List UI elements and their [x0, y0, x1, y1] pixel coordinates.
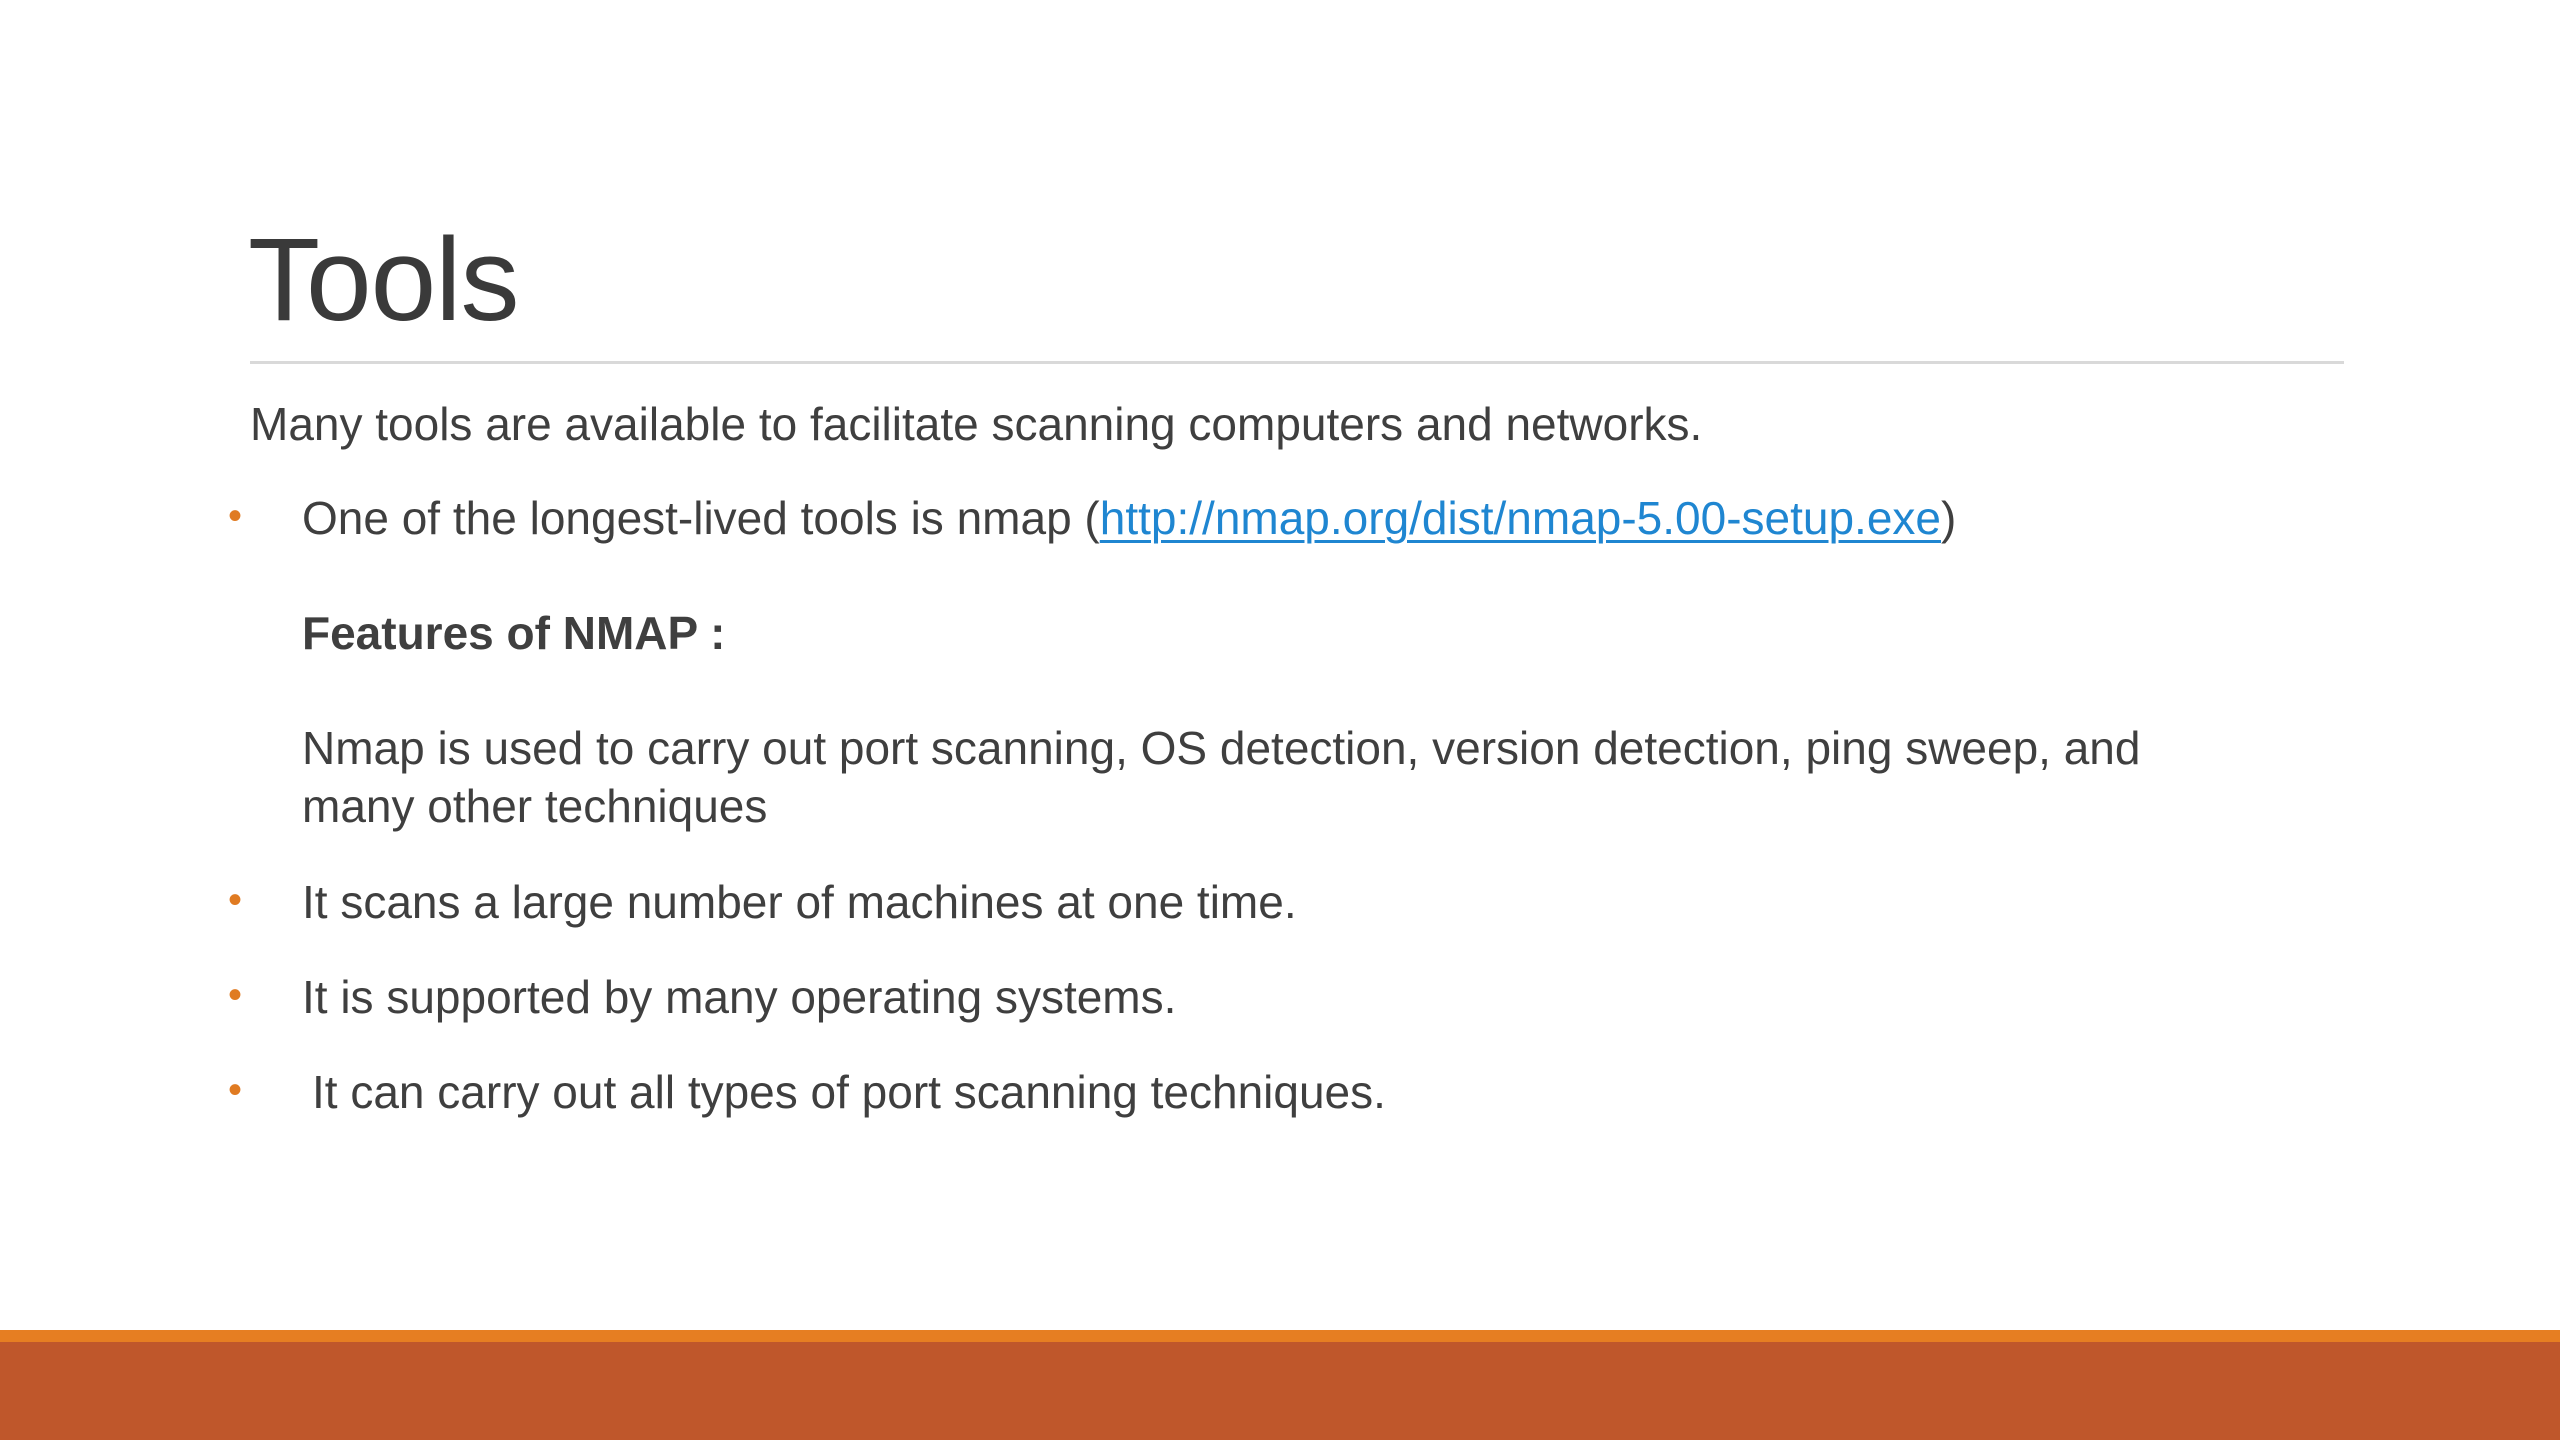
- bullet-item-supported: It is supported by many operating systems.: [302, 971, 1177, 1023]
- bullet-text-nmap: One of the longest-lived tools is nmap (: [302, 492, 1100, 544]
- bullet-marker-1: •: [228, 494, 243, 538]
- bullet-item-nmap: [302, 490, 1956, 547]
- bullet-marker-2: •: [228, 878, 243, 922]
- footer-bar: [0, 1342, 2560, 1440]
- features-description-line-1: Nmap is used to carry out port scanning, OS detection, version detection, ping sweep, and: [302, 722, 2141, 774]
- bullet-marker-3: •: [228, 973, 243, 1017]
- features-heading: Features of NMAP :: [302, 607, 726, 659]
- nmap-download-link[interactable]: http://nmap.org/dist/nmap-5.00-setup.exe: [1099, 492, 1942, 544]
- footer-accent-stripe: [0, 1330, 2560, 1342]
- bullet-text-close-paren: ): [1941, 492, 1957, 544]
- title-divider: [250, 361, 2344, 364]
- slide-title: Tools: [248, 214, 519, 346]
- bullet-item-scans: It scans a large number of machines at one time.: [302, 876, 1297, 928]
- intro-text: Many tools are available to facilitate scanning computers and networks.: [250, 398, 1703, 450]
- bullet-marker-4: •: [228, 1068, 243, 1112]
- features-description-line-2: many other techniques: [302, 780, 768, 832]
- bullet-item-techniques: It can carry out all types of port scanning techniques.: [312, 1066, 1386, 1118]
